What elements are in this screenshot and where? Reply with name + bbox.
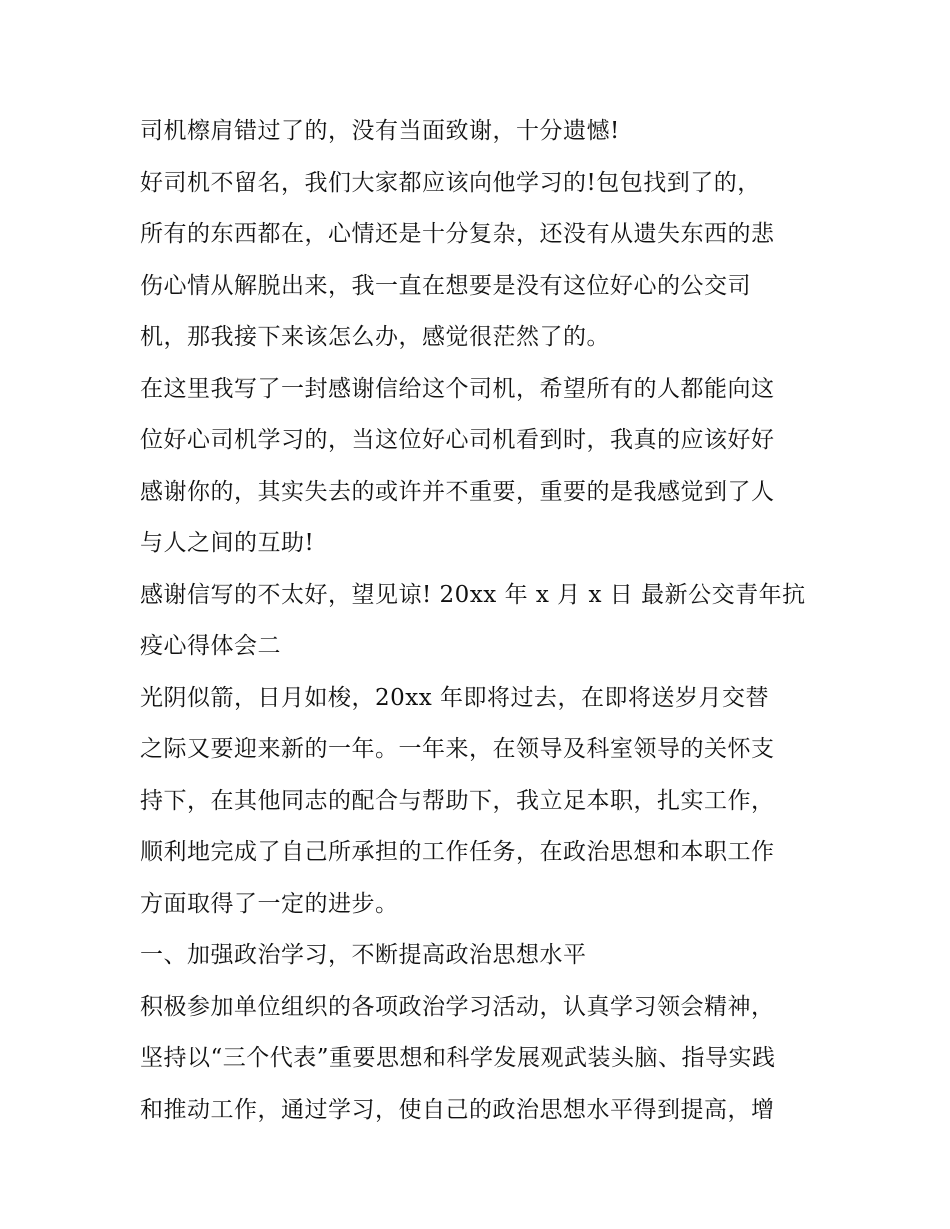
text-line-9: 与人之间的互助! — [140, 530, 315, 556]
text-line-14: 持下，在其他同志的配合与帮助下，我立足本职，扎实工作， — [140, 787, 775, 814]
section-heading: 一、加强政治学习，不断提高政治思想水平 — [140, 942, 587, 968]
text-line-5: 机，那我接下来该怎么办，感觉很茫然了的。 — [140, 324, 610, 350]
text-line-16: 方面取得了一定的进步。 — [140, 890, 399, 917]
text-line-13: 之际又要迎来新的一年。一年来，在领导及科室领导的关怀支 — [140, 736, 775, 762]
text-line-10: 感谢信写的不太好，望见谅! 20xx 年 x 月 x 日 最新公交青年抗 — [140, 581, 806, 608]
text-line-18: 积极参加单位组织的各项政治学习活动，认真学习领会精神， — [140, 993, 775, 1020]
text-line-3: 所有的东西都在，心情还是十分复杂，还没有从遗失东西的悲 — [140, 221, 775, 247]
text-line-2: 好司机不留名，我们大家都应该向他学习的!包包找到了的， — [140, 169, 761, 196]
text-line-7: 位好心司机学习的，当这位好心司机看到时，我真的应该好好 — [140, 427, 775, 453]
text-line-11: 疫心得体会二 — [140, 633, 281, 659]
text-line-19: 坚持以“三个代表”重要思想和科学发展观武装头脑、指导实践 — [140, 1045, 776, 1071]
text-line-4: 伤心情从解脱出来，我一直在想要是没有这位好心的公交司 — [140, 272, 751, 299]
text-line-1: 司机檫肩错过了的，没有当面致谢，十分遗憾! — [140, 118, 620, 144]
document-body — [140, 106, 820, 1136]
text-line-12: 光阴似箭，日月如梭，20xx 年即将过去，在即将送岁月交替 — [140, 684, 770, 711]
text-line-8: 感谢你的，其实失去的或许并不重要，重要的是我感觉到了人 — [140, 478, 775, 505]
text-line-15: 顺利地完成了自己所承担的工作任务，在政治思想和本职工作 — [140, 839, 775, 865]
text-line-6: 在这里我写了一封感谢信给这个司机，希望所有的人都能向这 — [140, 375, 775, 402]
text-line-20: 和推动工作，通过学习，使自己的政治思想水平得到提高，增 — [140, 1096, 775, 1123]
